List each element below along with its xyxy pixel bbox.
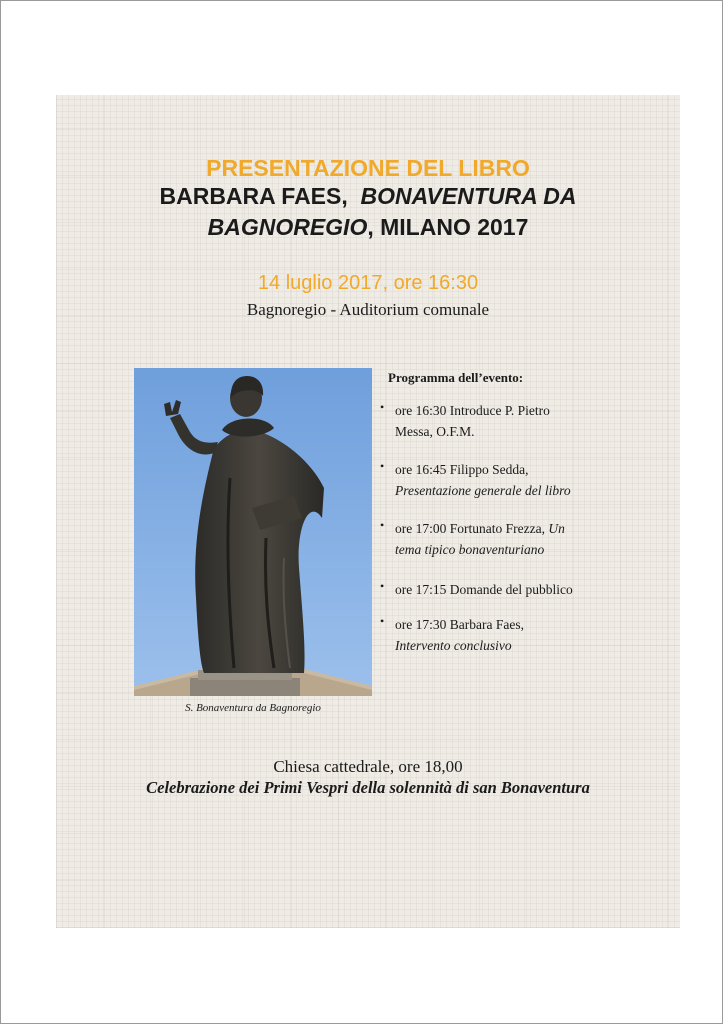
program-item-line: ore 17:30 Barbara Faes, (395, 617, 524, 632)
program-item-line: Intervento conclusivo (395, 638, 512, 653)
book-title-part: BONAVENTURA DA (360, 183, 577, 209)
church-info: Chiesa cattedrale, ore 18,00 (273, 757, 463, 776)
bullet-icon: • (380, 400, 385, 414)
program-item-text (395, 400, 665, 442)
program-item-text (395, 518, 665, 560)
program-item-line-part: Un (548, 521, 565, 536)
program-item-text (395, 579, 665, 600)
program-item-line: ore 16:30 Introduce P. Pietro (395, 403, 550, 418)
book-title-line (56, 214, 680, 241)
program-item-line: tema tipico bonaventuriano (395, 542, 545, 557)
program-item-line: Presentazione generale del libro (395, 483, 571, 498)
publisher-info: , MILANO 2017 (367, 214, 529, 240)
program-item-text (395, 459, 665, 501)
book-title-part: BAGNOREGIO (207, 214, 368, 240)
flyer-heading: PRESENTAZIONE DEL LIBRO (206, 155, 530, 181)
author-name: BARBARA FAES, (159, 183, 361, 209)
event-date: 14 luglio 2017, ore 16:30 (257, 272, 479, 294)
program-item-line-part: ore 17:00 Fortunato Frezza, (395, 521, 549, 536)
celebration-info: Celebrazione dei Primi Vespri della solennità di san Bonaventura (146, 778, 590, 797)
program-item-line: ore 16:45 Filippo Sedda, (395, 462, 529, 477)
bullet-icon: • (380, 614, 385, 628)
statue-photo (134, 368, 372, 696)
book-author-title-line (56, 183, 680, 210)
program-item-line (395, 518, 665, 539)
event-venue: Bagnoregio - Auditorium comunale (246, 300, 490, 319)
bullet-icon: • (380, 518, 385, 532)
bullet-icon: • (380, 579, 385, 593)
program-item-line: ore 17:15 Domande del pubblico (395, 582, 573, 597)
program-item-line: Messa, O.F.M. (395, 424, 475, 439)
program-title: Programma dell’evento: (388, 370, 524, 385)
photo-caption: S. Bonaventura da Bagnoregio (185, 702, 321, 714)
program-item-text (395, 614, 665, 656)
bullet-icon: • (380, 459, 385, 473)
